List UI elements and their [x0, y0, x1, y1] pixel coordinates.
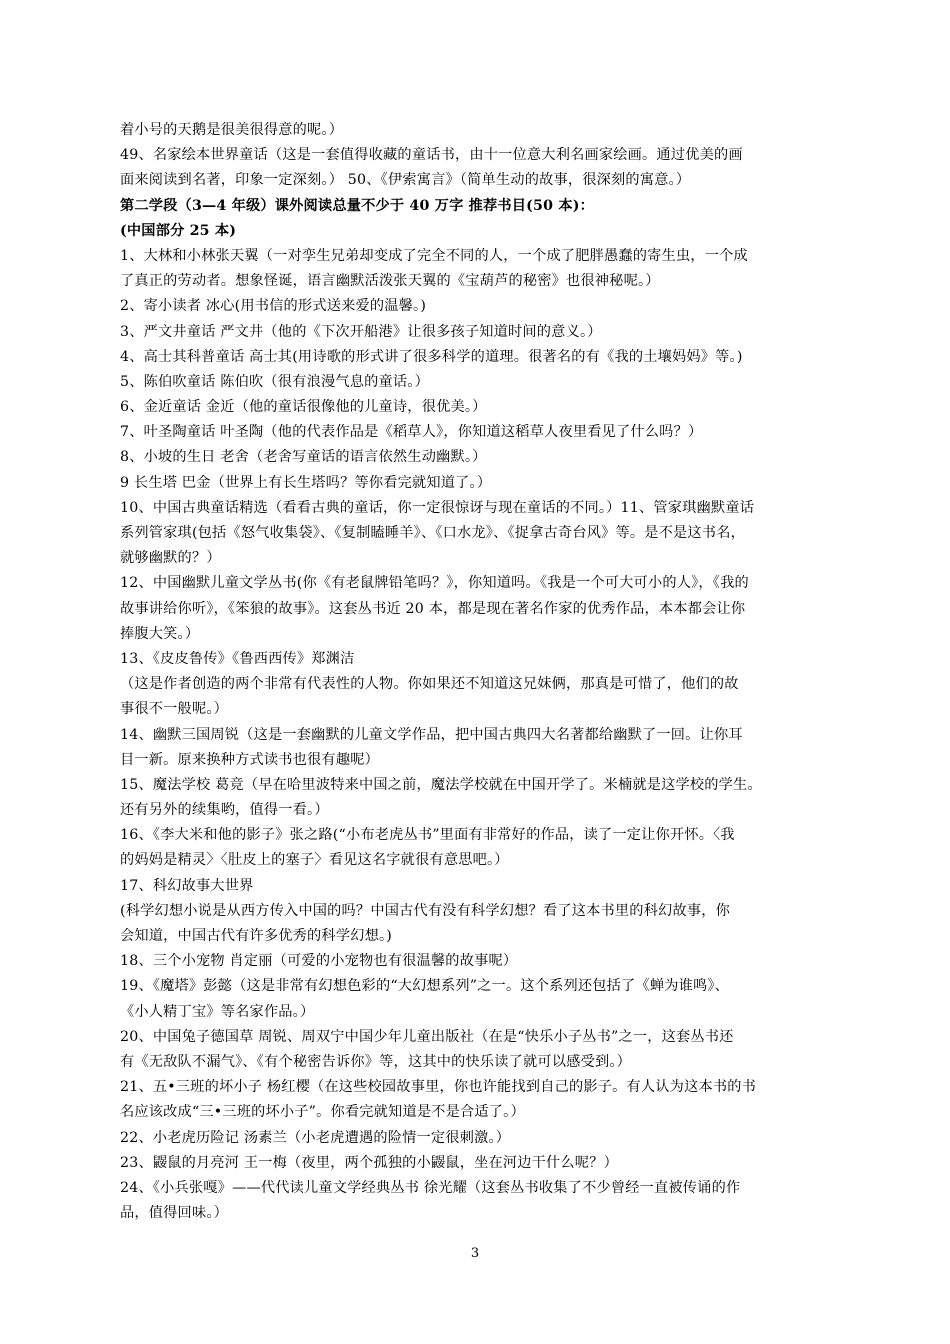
- text-line: 故事讲给你听》，《笨狼的故事》。这套丛书近 20 本，都是现在著名作家的优秀作品，本本都会让你: [120, 600, 746, 617]
- text-line: 捧腹大笑。）: [120, 625, 200, 642]
- text-line: 品，值得回味。）: [120, 1205, 229, 1222]
- text-line: 2、寄小读者 冰心(用书信的形式送来爱的温馨。): [120, 298, 427, 315]
- text-line: 12、中国幽默儿童文学丛书(你《有老鼠牌铅笔吗？》，你知道吗。《我是一个可大可小的人》，《我的: [120, 575, 749, 592]
- text-line: 6、金近童话 金近（他的童话很像他的儿童诗，很优美。）: [120, 399, 487, 416]
- text-line: 19、《魔塔》彭懿（这是非常有幻想色彩的“大幻想系列”之一。这个系列还包括了《蝉为谁鸣》、: [120, 978, 730, 995]
- text-line: 21、五•三班的坏小子 杨红樱（在这些校园故事里，你也许能找到自己的影子。有人认为这本书的书: [120, 1079, 757, 1096]
- text-line: 18、三个小宠物 肖定丽（可爱的小宠物也有很温馨的故事呢）: [120, 953, 518, 970]
- text-line: 系列管家琪(包括《怒气收集袋》、《复制瞌睡羊》、《口水龙》、《捉拿古奇台风》等。是不是这书名，: [120, 525, 745, 541]
- page-number: 3: [470, 1246, 480, 1261]
- document-body: [120, 118, 845, 1226]
- text-line: 14、幽默三国周锐（这是一套幽默的儿童文学作品，把中国古典四大名著都给幽默了一回。让你耳: [120, 726, 743, 743]
- text-line: 着小号的天鹅是很美很得意的呢。）: [120, 122, 344, 138]
- text-line: 就够幽默的？）: [120, 550, 221, 567]
- section-heading-line: (中国部分 25 本): [120, 222, 237, 239]
- text-line: 23、鼹鼠的月亮河 王一梅（夜里，两个孤独的小鼹鼠，坐在河边干什么呢？）: [120, 1154, 618, 1171]
- text-line: 了真正的劳动者。想象怪诞，语言幽默活泼张天翼的《宝葫芦的秘密》也很神秘呢。）: [120, 273, 660, 290]
- text-line: 有《无敌队不漏气》、《有个秘密告诉你》等，这其中的快乐读了就可以感受到。）: [120, 1053, 632, 1070]
- text-line: 9 长生塔 巴金（世界上有长生塔吗？等你看完就知道了。）: [120, 474, 492, 491]
- text-line: (科学幻想小说是从西方传入中国的吗？中国古代有没有科学幻想？看了这本书里的科幻故事，你: [120, 902, 731, 919]
- text-line: 3、严文井童话 严文井（他的《下次开船港》让很多孩子知道时间的意义。）: [120, 323, 602, 340]
- text-line: 5、陈伯吹童话 陈伯吹（很有浪漫气息的童话。）: [120, 373, 429, 390]
- text-line: 的妈妈是精灵〉〈肚皮上的塞子〉看见这名字就很有意思吧。）: [120, 852, 509, 869]
- text-line: 目一新。原来换种方式读书也很有趣呢）: [120, 751, 379, 768]
- text-line: 8、小坡的生日 老舍（老舍写童话的语言依然生动幽默。）: [120, 449, 487, 466]
- text-line: 事很不一般呢。）: [120, 701, 229, 718]
- text-line: 49、名家绘本世界童话（这是一套值得收藏的童话书，由十一位意大利名画家绘画。通过优美的画: [120, 147, 743, 164]
- text-line: 17、科幻故事大世界: [120, 877, 254, 894]
- text-line: 《小人精丁宝》等名家作品。）: [120, 1003, 315, 1020]
- text-line: 7、叶圣陶童话 叶圣陶（他的代表作品是《稻草人》，你知道这稻草人夜里看见了什么吗？）: [120, 424, 703, 441]
- text-line: 22、小老虎历险记 汤素兰（小老虎遭遇的险情一定很刺激。）: [120, 1129, 511, 1146]
- text-line: 15、魔法学校 葛竞（早在哈里波特来中国之前，魔法学校就在中国开学了。米楠就是这学校的学生。: [120, 776, 762, 793]
- text-line: 面来阅读到名著，印象一定深刻。） 50、《伊索寓言》（简单生动的故事，很深刻的寓意。）: [120, 172, 691, 189]
- text-line: （这是作者创造的两个非常有代表性的人物。你如果还不知道这兄妹俩，那真是可惜了，他们的故: [120, 676, 739, 693]
- text-line: 13、《皮皮鲁传》《鲁西西传》郑渊洁: [120, 650, 355, 667]
- text-line: 还有另外的续集哟，值得一看。）: [120, 802, 329, 819]
- text-line: 24、《小兵张嘎》——代代读儿童文学经典丛书 徐光耀（这套丛书收集了不少曾经一直被传诵的作: [120, 1179, 741, 1196]
- text-line: 1、大林和小林张天翼（一对孪生兄弟却变成了完全不同的人，一个成了肥胖愚蠢的寄生虫，一个成: [120, 247, 748, 264]
- text-line: 名应该改成“三•三班的坏小子”。你看完就知道是不是合适了。）: [120, 1104, 525, 1121]
- text-line: 10、中国古典童话精选（看看古典的童话，你一定很惊讶与现在童话的不同。）11、管家琪幽默童话: [120, 499, 755, 516]
- text-line: 会知道，中国古代有许多优秀的科学幻想。): [120, 928, 392, 944]
- section-heading-line: 第二学段（3—4 年级）课外阅读总量不少于 40 万字 推荐书目(50 本)：: [120, 197, 595, 214]
- text-line: 16、《李大米和他的影子》张之路(“小布老虎丛书”里面有非常好的作品，读了一定让你开怀。〈我: [120, 827, 735, 844]
- text-line: 4、高士其科普童话 高士其(用诗歌的形式讲了很多科学的道理。很著名的有《我的土壤妈妈》等。): [120, 348, 743, 365]
- text-line: 20、中国兔子德国草 周锐、周双宁中国少年儿童出版社（在是“快乐小子丛书”之一，这套丛书还: [120, 1028, 734, 1045]
